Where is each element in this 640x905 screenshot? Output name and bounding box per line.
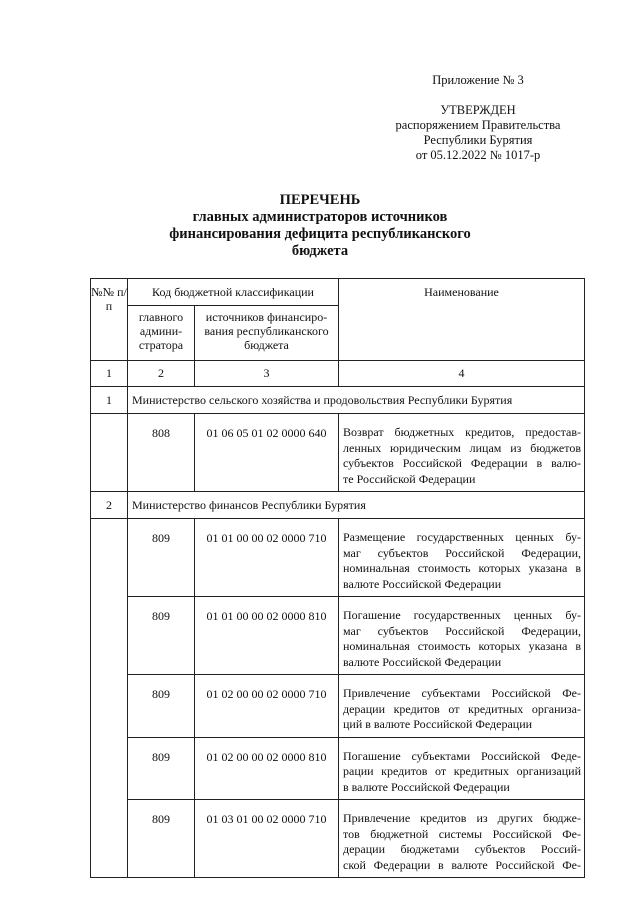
- description-line: ленных юридическим лицам из бюджетов: [343, 440, 581, 455]
- description-cell: [339, 737, 585, 800]
- description-line: дерации бюджетами субъектов Россий-: [343, 842, 581, 856]
- description-line: Привлечение кредитов из других бюдже-: [343, 811, 581, 825]
- source-code: 01 06 05 01 02 0000 640: [206, 426, 327, 440]
- table-row: [91, 800, 585, 878]
- column-number: 1: [91, 361, 128, 387]
- source-code: 01 01 00 00 02 0000 710: [206, 531, 327, 545]
- description-line: дерации кредитов от кредитных организа-: [343, 701, 581, 716]
- description-line: номинальная стоимость которых указана в: [343, 561, 581, 575]
- description-line: Возврат бюджетных кредитов, предостав-: [343, 425, 581, 439]
- table-row: [91, 737, 585, 800]
- title-line-4: бюджета: [291, 243, 349, 259]
- source-code: 01 03 01 00 02 0000 710: [206, 812, 327, 826]
- description-cell: [339, 414, 585, 492]
- section-row: [91, 387, 585, 414]
- admin-code-cell: [128, 737, 195, 800]
- source-code-cell: [195, 414, 339, 492]
- admin-code-cell: [128, 414, 195, 492]
- empty-number-cell: [91, 414, 128, 492]
- description-line: ской Федерации в валюте Российской Фе-: [343, 857, 581, 872]
- admin-code-cell: [128, 800, 195, 878]
- admin-code: 809: [152, 749, 170, 764]
- description-cell: [339, 519, 585, 597]
- description-line: в валюте Российской Федерации: [343, 779, 510, 794]
- column-number: 2: [128, 361, 195, 387]
- description-line: Погашение субъектами Российской Феде-: [343, 748, 581, 763]
- admin-code: 809: [152, 531, 170, 545]
- description-cell: [339, 800, 585, 878]
- section-number: 2: [91, 492, 128, 519]
- description-line: номинальная стоимость которых указана в: [343, 639, 581, 653]
- header-sub-source: источников финансиро- вания республиканского бюджета: [195, 306, 339, 361]
- description-cell: [339, 675, 585, 738]
- description-line: маг субъектов Российской Федерации,: [343, 623, 581, 638]
- section-name: Министерство сельского хозяйства и продовольствия Республики Бурятия: [128, 387, 585, 414]
- section-number: 1: [91, 387, 128, 414]
- description-line: субъектов Российской Федерации в валю-: [343, 456, 581, 470]
- admin-code: 809: [152, 687, 170, 701]
- title-line-2: главных администраторов источников: [192, 209, 448, 225]
- appendix-label: Приложение № 3: [432, 73, 524, 87]
- description-line: Привлечение субъектами Российской Фе-: [343, 686, 581, 700]
- description-line: ций в валюте Российской Федерации: [343, 717, 533, 731]
- admin-code-cell: [128, 675, 195, 738]
- description-line: валюте Российской Федерации: [343, 576, 502, 591]
- admin-code: 809: [152, 609, 170, 623]
- description-line: рации кредитов от кредитных организаций: [343, 764, 581, 778]
- approved-by-line1: распоряжением Правительства: [395, 118, 561, 132]
- source-code-cell: [195, 675, 339, 738]
- source-code-cell: [195, 597, 339, 675]
- approved-by-line2: Республики Бурятия: [423, 133, 533, 147]
- table-row: [91, 675, 585, 738]
- admin-code-cell: [128, 519, 195, 597]
- column-number: 3: [195, 361, 339, 387]
- table-row: [91, 519, 585, 597]
- section-name: Министерство финансов Республики Бурятия: [128, 492, 585, 519]
- document-title: [150, 192, 490, 260]
- approved-date: от 05.12.2022 № 1017-р: [415, 148, 541, 162]
- admin-code-cell: [128, 597, 195, 675]
- column-number: 4: [339, 361, 585, 387]
- source-code-cell: [195, 800, 339, 878]
- source-code: 01 01 00 00 02 0000 810: [206, 609, 327, 623]
- administrators-table: [90, 278, 585, 878]
- empty-number-cell: [91, 519, 128, 878]
- header-sub-admin: главного админи- стратора: [128, 306, 195, 361]
- table-row: [91, 414, 585, 492]
- column-number-row: [91, 361, 585, 387]
- header-number: №№ п/п: [91, 279, 128, 361]
- header-budget-code: Код бюджетной классификации: [128, 279, 339, 306]
- source-code: 01 02 00 00 02 0000 710: [206, 687, 327, 701]
- description-cell: [339, 597, 585, 675]
- admin-code: 808: [152, 426, 170, 440]
- source-code-cell: [195, 519, 339, 597]
- source-code: 01 02 00 00 02 0000 810: [206, 749, 327, 764]
- description-line: Погашение государственных ценных бу-: [343, 608, 581, 622]
- source-code-cell: [195, 737, 339, 800]
- description-line: тов бюджетной системы Российской Фе-: [343, 826, 581, 841]
- description-line: валюте Российской Федерации: [343, 654, 502, 669]
- header-name: Наименование: [339, 279, 585, 361]
- approved-heading: УТВЕРЖДЕН: [440, 103, 516, 117]
- title-line-1: ПЕРЕЧЕНЬ: [279, 192, 361, 208]
- description-line: те Российской Федерации: [343, 471, 476, 486]
- title-line-3: финансирования дефицита республиканского: [169, 226, 471, 242]
- admin-code: 809: [152, 812, 170, 826]
- description-line: Размещение государственных ценных бу-: [343, 530, 581, 544]
- table-row: [91, 597, 585, 675]
- description-line: маг субъектов Российской Федерации,: [343, 545, 581, 560]
- approval-block: [388, 103, 568, 163]
- section-row: [91, 492, 585, 519]
